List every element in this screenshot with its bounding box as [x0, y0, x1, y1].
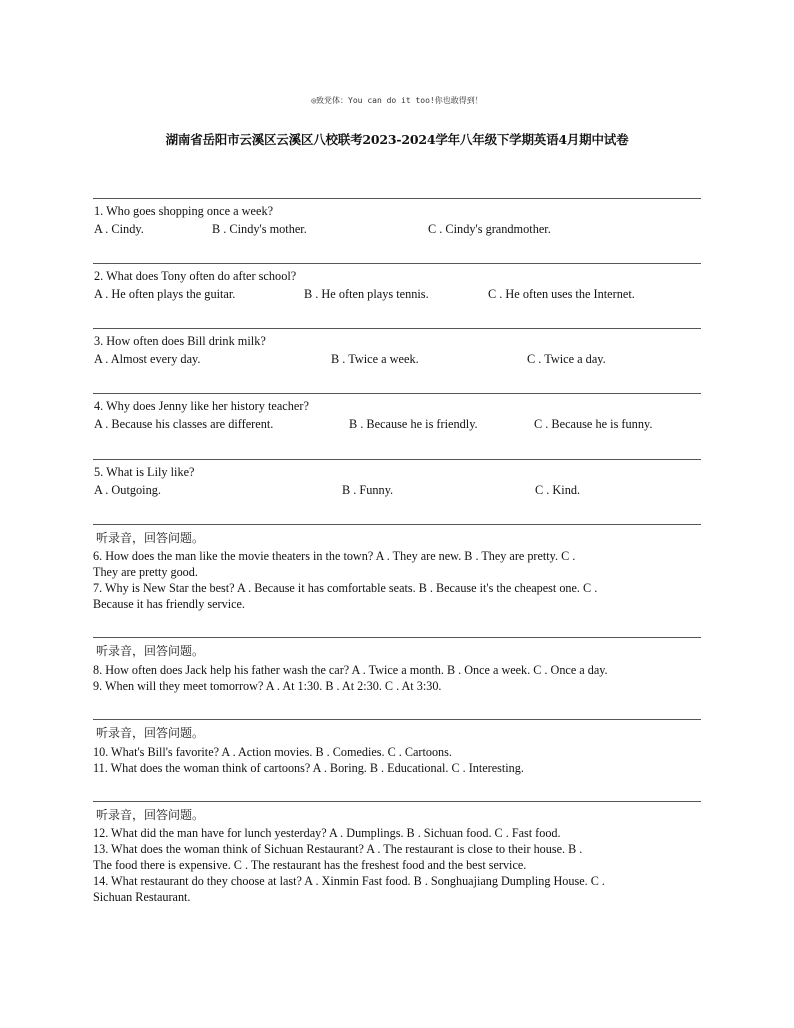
section-questions	[93, 825, 683, 905]
q4-option-a: A . Because his classes are different.	[94, 417, 274, 431]
divider-rule	[93, 198, 701, 199]
question-line: 14. What restaurant do they choose at last? A . Xinmin Fast food. B . Songhuajiang Dumpling House. C .	[93, 874, 605, 888]
question-line: 6. How does the man like the movie theaters in the town? A . They are new. B . They are pretty. C .	[93, 549, 576, 563]
divider-rule	[93, 393, 701, 394]
q2-option-c: C . He often uses the Internet.	[488, 287, 635, 301]
q5-option-a: A . Outgoing.	[94, 483, 161, 497]
question-line: 11. What does the woman think of cartoons? A . Boring. B . Educational. C . Interesting.	[93, 761, 524, 775]
question-2: 2. What does Tony often do after school?	[94, 269, 297, 283]
question-line: 10. What's Bill's favorite? A . Action movies. B . Comedies. C . Cartoons.	[93, 745, 452, 759]
question-1: 1. Who goes shopping once a week?	[94, 204, 274, 218]
question-4: 4. Why does Jenny like her history teacher?	[94, 399, 309, 413]
question-line: They are pretty good.	[93, 565, 198, 579]
q4-option-c: C . Because he is funny.	[534, 417, 653, 431]
question-3: 3. How often does Bill drink milk?	[94, 334, 266, 348]
q2-option-b: B . He often plays tennis.	[304, 287, 429, 301]
q2-option-a: A . He often plays the guitar.	[94, 287, 236, 301]
section-heading: 听录音，回答问题。	[96, 726, 205, 740]
section-heading: 听录音，回答问题。	[96, 644, 205, 658]
section-questions	[93, 548, 683, 612]
exam-title: 湖南省岳阳市云溪区云溪区八校联考2023-2024学年八年级下学期英语4月期中试卷	[165, 132, 629, 147]
question-line: 12. What did the man have for lunch yesterday? A . Dumplings. B . Sichuan food. C . Fast food.	[93, 826, 561, 840]
divider-rule	[93, 719, 701, 720]
q5-option-c: C . Kind.	[535, 483, 581, 497]
divider-rule	[93, 801, 701, 802]
q5-option-b: B . Funny.	[342, 483, 394, 497]
section-heading: 听录音，回答问题。	[96, 531, 205, 545]
divider-rule	[93, 328, 701, 329]
question-line: 9. When will they meet tomorrow? A . At 1:30. B . At 2:30. C . At 3:30.	[93, 679, 442, 693]
divider-rule	[93, 459, 701, 460]
divider-rule	[93, 637, 701, 638]
q1-option-b: B . Cindy's mother.	[212, 222, 307, 236]
divider-rule	[93, 263, 701, 264]
section-questions	[93, 662, 683, 694]
q4-option-b: B . Because he is friendly.	[349, 417, 478, 431]
q3-option-c: C . Twice a day.	[527, 352, 606, 366]
q1-option-a: A . Cindy.	[94, 222, 144, 236]
question-line: 8. How often does Jack help his father wash the car? A . Twice a month. B . Once a week. C . Once a day.	[93, 663, 608, 677]
section-questions	[93, 744, 683, 776]
question-line: The food there is expensive. C . The restaurant has the freshest food and the best service.	[93, 858, 527, 872]
q3-option-b: B . Twice a week.	[331, 352, 419, 366]
question-line: 7. Why is New Star the best? A . Because it has comfortable seats. B . Because it's the cheapest one. C .	[93, 581, 598, 595]
question-line: 13. What does the woman think of Sichuan Restaurant? A . The restaurant is close to their house. B .	[93, 842, 583, 856]
section-heading: 听录音，回答问题。	[96, 808, 205, 822]
q1-option-c: C . Cindy's grandmother.	[428, 222, 551, 236]
divider-rule	[93, 524, 701, 525]
question-line: Sichuan Restaurant.	[93, 890, 191, 904]
question-5: 5. What is Lily like?	[94, 465, 195, 479]
q3-option-a: A . Almost every day.	[94, 352, 201, 366]
header-motto: ◎致党体：You can do it too!你也敢得到！	[311, 96, 483, 105]
question-line: Because it has friendly service.	[93, 597, 245, 611]
